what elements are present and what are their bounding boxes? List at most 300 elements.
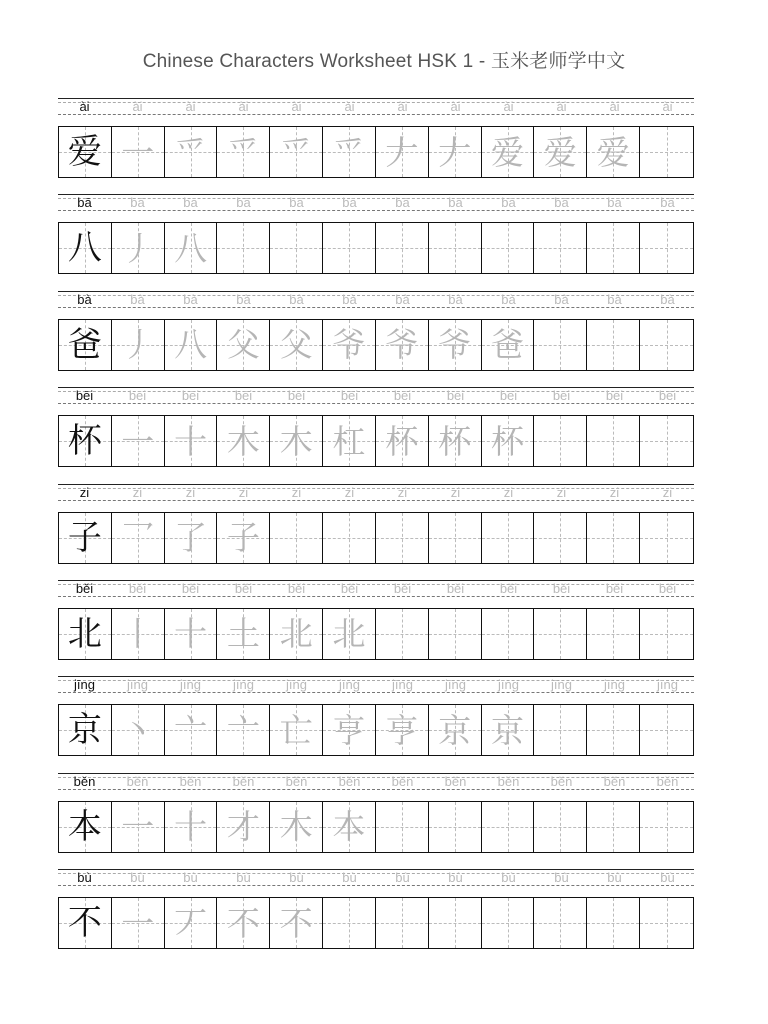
practice-cell[interactable]	[376, 127, 429, 177]
pinyin-trace: jīng	[180, 677, 201, 693]
stroke-order-trace: 爱	[543, 132, 577, 172]
stroke-order-trace: 了	[174, 518, 208, 558]
practice-cell[interactable]	[270, 802, 323, 852]
practice-cell[interactable]	[640, 513, 693, 563]
practice-cell[interactable]	[323, 127, 376, 177]
stroke-order-trace: 𠂇	[438, 132, 472, 172]
pinyin-trace: ài	[291, 99, 302, 114]
pinyin-trace: bà	[342, 291, 357, 307]
pinyin-trace: bù	[130, 870, 145, 886]
practice-cell[interactable]	[217, 705, 270, 755]
pinyin-trace: běi	[128, 580, 147, 596]
pinyin-guide-band	[58, 98, 694, 115]
practice-cell[interactable]	[112, 705, 165, 755]
stroke-order-trace: 木	[279, 807, 313, 847]
practice-cell[interactable]	[587, 802, 640, 852]
practice-row	[58, 192, 694, 288]
writing-grid	[58, 608, 694, 660]
pinyin-trace: bā	[289, 195, 304, 211]
practice-cell[interactable]	[482, 898, 535, 948]
writing-grid	[58, 319, 694, 371]
practice-cell[interactable]	[270, 223, 323, 273]
stroke-order-trace: 父	[279, 325, 313, 365]
pinyin-trace: bà	[607, 291, 622, 307]
pinyin-trace: běn	[656, 773, 679, 789]
stroke-order-trace: 爫	[332, 132, 366, 172]
practice-cell[interactable]	[587, 320, 640, 370]
practice-cell[interactable]	[640, 127, 693, 177]
pinyin-trace: jīng	[498, 677, 519, 693]
pinyin-trace: ài	[609, 99, 620, 114]
practice-row	[58, 385, 694, 481]
practice-cell[interactable]	[323, 705, 376, 755]
practice-cell[interactable]	[376, 320, 429, 370]
practice-row	[58, 289, 694, 385]
pinyin-label: bà	[77, 291, 92, 307]
practice-cell[interactable]	[323, 898, 376, 948]
model-character: 爸	[67, 324, 102, 365]
practice-cell[interactable]	[429, 898, 482, 948]
pinyin-trace: jīng	[657, 677, 678, 693]
stroke-order-trace: 北	[332, 614, 366, 654]
model-character-cell[interactable]	[59, 513, 112, 563]
stroke-order-trace: 十	[174, 421, 208, 461]
writing-grid	[58, 512, 694, 564]
pinyin-guide-band	[58, 194, 694, 211]
stroke-order-trace: 爫	[279, 132, 313, 172]
pinyin-trace: běi	[340, 580, 359, 596]
pinyin-trace: bēi	[605, 388, 624, 404]
writing-grid	[58, 897, 694, 949]
pinyin-label: zi	[79, 484, 90, 500]
practice-cell[interactable]	[429, 705, 482, 755]
pinyin-trace: zi	[238, 484, 249, 500]
pinyin-trace: běn	[285, 773, 308, 789]
stroke-order-trace: 子	[226, 518, 260, 558]
pinyin-trace: bā	[342, 195, 357, 211]
practice-cell[interactable]	[587, 223, 640, 273]
model-character-cell[interactable]	[59, 609, 112, 659]
pinyin-label: bā	[77, 195, 92, 211]
worksheet-title: Chinese Characters Worksheet HSK 1 - 玉米老师学中文	[142, 51, 626, 72]
pinyin-trace: ài	[450, 99, 461, 114]
stroke-order-trace: 本	[332, 807, 366, 847]
model-character: 爱	[67, 132, 102, 172]
stroke-order-trace: 一	[121, 132, 155, 172]
pinyin-trace: běi	[499, 580, 518, 596]
writing-grid	[58, 801, 694, 853]
stroke-order-trace: 京	[491, 710, 525, 750]
pinyin-trace: bù	[342, 870, 357, 886]
stroke-order-trace: 土	[226, 614, 260, 654]
stroke-order-trace: 爱	[491, 132, 525, 172]
practice-cell[interactable]	[482, 127, 535, 177]
stroke-order-trace: 亠	[174, 710, 208, 750]
pinyin-trace: bù	[289, 870, 304, 886]
practice-cell[interactable]	[640, 320, 693, 370]
practice-cell[interactable]	[534, 705, 587, 755]
pinyin-guide-band	[58, 773, 694, 790]
pinyin-trace: bēi	[393, 388, 412, 404]
pinyin-trace: jīng	[127, 677, 148, 693]
practice-cell[interactable]	[323, 223, 376, 273]
stroke-order-trace: 不	[279, 903, 313, 943]
stroke-order-trace: 亠	[226, 710, 260, 750]
pinyin-trace: bà	[236, 291, 251, 307]
pinyin-trace: zi	[662, 484, 673, 500]
practice-cell[interactable]	[587, 416, 640, 466]
practice-cell[interactable]	[376, 898, 429, 948]
stroke-order-trace: 一	[121, 903, 155, 943]
stroke-order-trace: 十	[174, 614, 208, 654]
writing-grid	[58, 126, 694, 178]
pinyin-trace: bā	[501, 195, 516, 211]
practice-cell[interactable]	[640, 223, 693, 273]
stroke-order-trace: 𠂇	[385, 132, 419, 172]
pinyin-trace: bù	[501, 870, 516, 886]
pinyin-trace: bà	[289, 291, 304, 307]
pinyin-trace: bà	[501, 291, 516, 307]
pinyin-trace: zi	[344, 484, 355, 500]
pinyin-trace: zi	[609, 484, 620, 500]
pinyin-trace: zi	[185, 484, 196, 500]
pinyin-trace: běi	[605, 580, 624, 596]
practice-cell[interactable]	[587, 127, 640, 177]
practice-row	[58, 482, 694, 578]
practice-cell[interactable]	[323, 609, 376, 659]
model-character: 不	[67, 903, 102, 944]
pinyin-trace: bù	[660, 870, 675, 886]
pinyin-trace: ài	[556, 99, 567, 114]
model-character: 京	[67, 710, 102, 751]
practice-cell[interactable]	[217, 223, 270, 273]
practice-cell[interactable]	[165, 898, 218, 948]
pinyin-trace: bēi	[552, 388, 571, 404]
model-character-cell[interactable]	[59, 802, 112, 852]
stroke-order-trace: 十	[174, 807, 208, 847]
pinyin-trace: bēi	[658, 388, 677, 404]
practice-cell[interactable]	[112, 223, 165, 273]
model-character-cell[interactable]	[59, 898, 112, 948]
pinyin-guide-band	[58, 387, 694, 404]
pinyin-trace: jīng	[445, 677, 466, 693]
pinyin-trace: bā	[554, 195, 569, 211]
practice-cell[interactable]	[482, 513, 535, 563]
practice-cell[interactable]	[165, 513, 218, 563]
stroke-order-trace: 杯	[385, 421, 419, 461]
practice-cell[interactable]	[534, 320, 587, 370]
practice-cell[interactable]	[112, 127, 165, 177]
practice-cell[interactable]	[323, 416, 376, 466]
practice-cell[interactable]	[376, 705, 429, 755]
pinyin-label: bēi	[75, 388, 94, 404]
stroke-order-trace: 乛	[121, 518, 155, 558]
practice-cell[interactable]	[323, 320, 376, 370]
pinyin-trace: bēi	[446, 388, 465, 404]
model-character: 北	[67, 613, 102, 654]
practice-cell[interactable]	[429, 416, 482, 466]
pinyin-trace: bā	[607, 195, 622, 211]
pinyin-trace: bù	[607, 870, 622, 886]
practice-cell[interactable]	[323, 513, 376, 563]
practice-cell[interactable]	[534, 898, 587, 948]
practice-cell[interactable]	[165, 802, 218, 852]
stroke-order-trace: 八	[174, 325, 208, 365]
practice-cell[interactable]	[482, 705, 535, 755]
stroke-order-trace: 木	[279, 421, 313, 461]
pinyin-trace: bēi	[181, 388, 200, 404]
pinyin-trace: běi	[658, 580, 677, 596]
stroke-order-trace: 爷	[438, 325, 472, 365]
stroke-order-trace: 亡	[279, 710, 313, 750]
practice-row	[58, 96, 694, 192]
pinyin-trace: zi	[556, 484, 567, 500]
practice-sheet	[58, 96, 694, 964]
stroke-order-trace: 爷	[332, 325, 366, 365]
pinyin-trace: ài	[132, 99, 143, 114]
stroke-order-trace: 一	[121, 421, 155, 461]
stroke-order-trace: 爷	[385, 325, 419, 365]
pinyin-trace: ài	[503, 99, 514, 114]
stroke-order-trace: 北	[279, 614, 313, 654]
pinyin-trace: zi	[397, 484, 408, 500]
practice-cell[interactable]	[112, 898, 165, 948]
practice-cell[interactable]	[534, 416, 587, 466]
stroke-order-trace: 不	[226, 903, 260, 943]
practice-cell[interactable]	[482, 609, 535, 659]
practice-cell[interactable]	[587, 705, 640, 755]
practice-cell[interactable]	[534, 127, 587, 177]
stroke-order-trace: 杯	[438, 421, 472, 461]
pinyin-trace: běn	[232, 773, 255, 789]
pinyin-trace: bà	[183, 291, 198, 307]
practice-cell[interactable]	[587, 609, 640, 659]
pinyin-label: běn	[73, 773, 96, 789]
pinyin-trace: bà	[395, 291, 410, 307]
practice-cell[interactable]	[534, 513, 587, 563]
practice-cell[interactable]	[482, 223, 535, 273]
practice-cell[interactable]	[217, 127, 270, 177]
pinyin-trace: zi	[132, 484, 143, 500]
practice-cell[interactable]	[112, 609, 165, 659]
practice-cell[interactable]	[112, 513, 165, 563]
practice-row	[58, 867, 694, 963]
model-character-cell[interactable]	[59, 223, 112, 273]
pinyin-trace: bēi	[128, 388, 147, 404]
pinyin-trace: jīng	[604, 677, 625, 693]
practice-row	[58, 771, 694, 867]
pinyin-trace: bà	[660, 291, 675, 307]
pinyin-label: bù	[77, 870, 92, 886]
pinyin-trace: zi	[291, 484, 302, 500]
pinyin-guide-band	[58, 291, 694, 308]
practice-cell[interactable]	[270, 127, 323, 177]
practice-cell[interactable]	[217, 320, 270, 370]
pinyin-trace: běn	[550, 773, 573, 789]
practice-cell[interactable]	[217, 898, 270, 948]
pinyin-trace: ài	[397, 99, 408, 114]
pinyin-trace: zi	[450, 484, 461, 500]
pinyin-trace: bā	[448, 195, 463, 211]
practice-cell[interactable]	[165, 416, 218, 466]
practice-cell[interactable]	[270, 898, 323, 948]
practice-cell[interactable]	[429, 223, 482, 273]
practice-cell[interactable]	[165, 127, 218, 177]
practice-cell[interactable]	[217, 416, 270, 466]
pinyin-trace: bā	[130, 195, 145, 211]
practice-cell[interactable]	[323, 802, 376, 852]
practice-cell[interactable]	[640, 898, 693, 948]
stroke-order-trace: 木	[226, 421, 260, 461]
stroke-order-trace: 杠	[332, 421, 366, 461]
writing-grid	[58, 415, 694, 467]
practice-cell[interactable]	[587, 898, 640, 948]
model-character: 本	[67, 806, 102, 847]
practice-cell[interactable]	[165, 320, 218, 370]
practice-cell[interactable]	[376, 416, 429, 466]
pinyin-trace: bā	[395, 195, 410, 211]
pinyin-trace: běi	[446, 580, 465, 596]
practice-cell[interactable]	[587, 513, 640, 563]
model-character: 杯	[67, 421, 102, 462]
stroke-order-trace: 爫	[226, 132, 260, 172]
pinyin-trace: bù	[554, 870, 569, 886]
pinyin-trace: ài	[238, 99, 249, 114]
practice-cell[interactable]	[270, 705, 323, 755]
practice-cell[interactable]	[112, 320, 165, 370]
pinyin-trace: bù	[448, 870, 463, 886]
model-character-cell[interactable]	[59, 705, 112, 755]
practice-cell[interactable]	[217, 802, 270, 852]
stroke-order-trace: 父	[226, 325, 260, 365]
practice-cell[interactable]	[165, 609, 218, 659]
practice-cell[interactable]	[376, 609, 429, 659]
pinyin-trace: bù	[183, 870, 198, 886]
pinyin-trace: běn	[497, 773, 520, 789]
writing-grid	[58, 222, 694, 274]
practice-cell[interactable]	[640, 705, 693, 755]
pinyin-trace: jīng	[286, 677, 307, 693]
practice-cell[interactable]	[482, 416, 535, 466]
model-character: 八	[67, 228, 102, 269]
practice-cell[interactable]	[482, 802, 535, 852]
pinyin-trace: jīng	[339, 677, 360, 693]
pinyin-trace: běn	[391, 773, 414, 789]
pinyin-label: ài	[79, 99, 90, 114]
pinyin-trace: bēi	[287, 388, 306, 404]
pinyin-trace: bà	[130, 291, 145, 307]
pinyin-guide-band	[58, 676, 694, 693]
stroke-order-trace: 丶	[121, 710, 155, 750]
stroke-order-trace: 杯	[491, 421, 525, 461]
practice-row	[58, 578, 694, 674]
stroke-order-trace: 丆	[174, 903, 208, 943]
practice-cell[interactable]	[165, 705, 218, 755]
pinyin-trace: běi	[552, 580, 571, 596]
pinyin-trace: bēi	[234, 388, 253, 404]
practice-cell[interactable]	[376, 802, 429, 852]
pinyin-trace: běn	[444, 773, 467, 789]
pinyin-trace: bā	[236, 195, 251, 211]
practice-cell[interactable]	[112, 416, 165, 466]
practice-cell[interactable]	[112, 802, 165, 852]
stroke-order-trace: 丿	[121, 228, 155, 268]
pinyin-trace: ài	[662, 99, 673, 114]
practice-cell[interactable]	[482, 320, 535, 370]
pinyin-trace: běn	[603, 773, 626, 789]
practice-cell[interactable]	[534, 802, 587, 852]
stroke-order-trace: 京	[438, 710, 472, 750]
pinyin-trace: jīng	[233, 677, 254, 693]
practice-cell[interactable]	[429, 609, 482, 659]
pinyin-label: běi	[75, 580, 94, 596]
practice-cell[interactable]	[376, 513, 429, 563]
model-character-cell[interactable]	[59, 320, 112, 370]
practice-cell[interactable]	[429, 802, 482, 852]
practice-cell[interactable]	[534, 609, 587, 659]
practice-cell[interactable]	[429, 513, 482, 563]
model-character: 子	[67, 517, 102, 558]
practice-cell[interactable]	[270, 416, 323, 466]
practice-cell[interactable]	[270, 513, 323, 563]
pinyin-guide-band	[58, 484, 694, 501]
stroke-order-trace: 亨	[332, 710, 366, 750]
pinyin-trace: ài	[185, 99, 196, 114]
pinyin-trace: jīng	[392, 677, 413, 693]
pinyin-label: jīng	[74, 677, 95, 693]
stroke-order-trace: 才	[226, 807, 260, 847]
pinyin-trace: běi	[181, 580, 200, 596]
pinyin-trace: běn	[179, 773, 202, 789]
practice-cell[interactable]	[165, 223, 218, 273]
practice-cell[interactable]	[640, 609, 693, 659]
stroke-order-trace: 爸	[491, 325, 525, 365]
pinyin-trace: běi	[393, 580, 412, 596]
writing-grid	[58, 704, 694, 756]
pinyin-guide-band	[58, 580, 694, 597]
practice-cell[interactable]	[429, 320, 482, 370]
stroke-order-trace: 八	[174, 228, 208, 268]
model-character-cell[interactable]	[59, 416, 112, 466]
pinyin-trace: jīng	[551, 677, 572, 693]
stroke-order-trace: 丿	[121, 325, 155, 365]
practice-cell[interactable]	[217, 609, 270, 659]
pinyin-trace: bù	[395, 870, 410, 886]
practice-cell[interactable]	[217, 513, 270, 563]
stroke-order-trace: 爫	[174, 132, 208, 172]
practice-cell[interactable]	[640, 416, 693, 466]
pinyin-trace: bù	[236, 870, 251, 886]
pinyin-trace: běn	[126, 773, 149, 789]
pinyin-trace: bā	[660, 195, 675, 211]
practice-cell[interactable]	[270, 320, 323, 370]
practice-cell[interactable]	[640, 802, 693, 852]
practice-cell[interactable]	[376, 223, 429, 273]
pinyin-trace: běi	[234, 580, 253, 596]
practice-cell[interactable]	[534, 223, 587, 273]
stroke-order-trace: 亨	[385, 710, 419, 750]
practice-cell[interactable]	[270, 609, 323, 659]
pinyin-trace: ài	[344, 99, 355, 114]
stroke-order-trace: 一	[121, 807, 155, 847]
practice-row	[58, 674, 694, 770]
pinyin-trace: bà	[448, 291, 463, 307]
pinyin-trace: bà	[554, 291, 569, 307]
stroke-order-trace: 爱	[596, 132, 630, 172]
model-character-cell[interactable]	[59, 127, 112, 177]
pinyin-trace: běn	[338, 773, 361, 789]
practice-cell[interactable]	[429, 127, 482, 177]
